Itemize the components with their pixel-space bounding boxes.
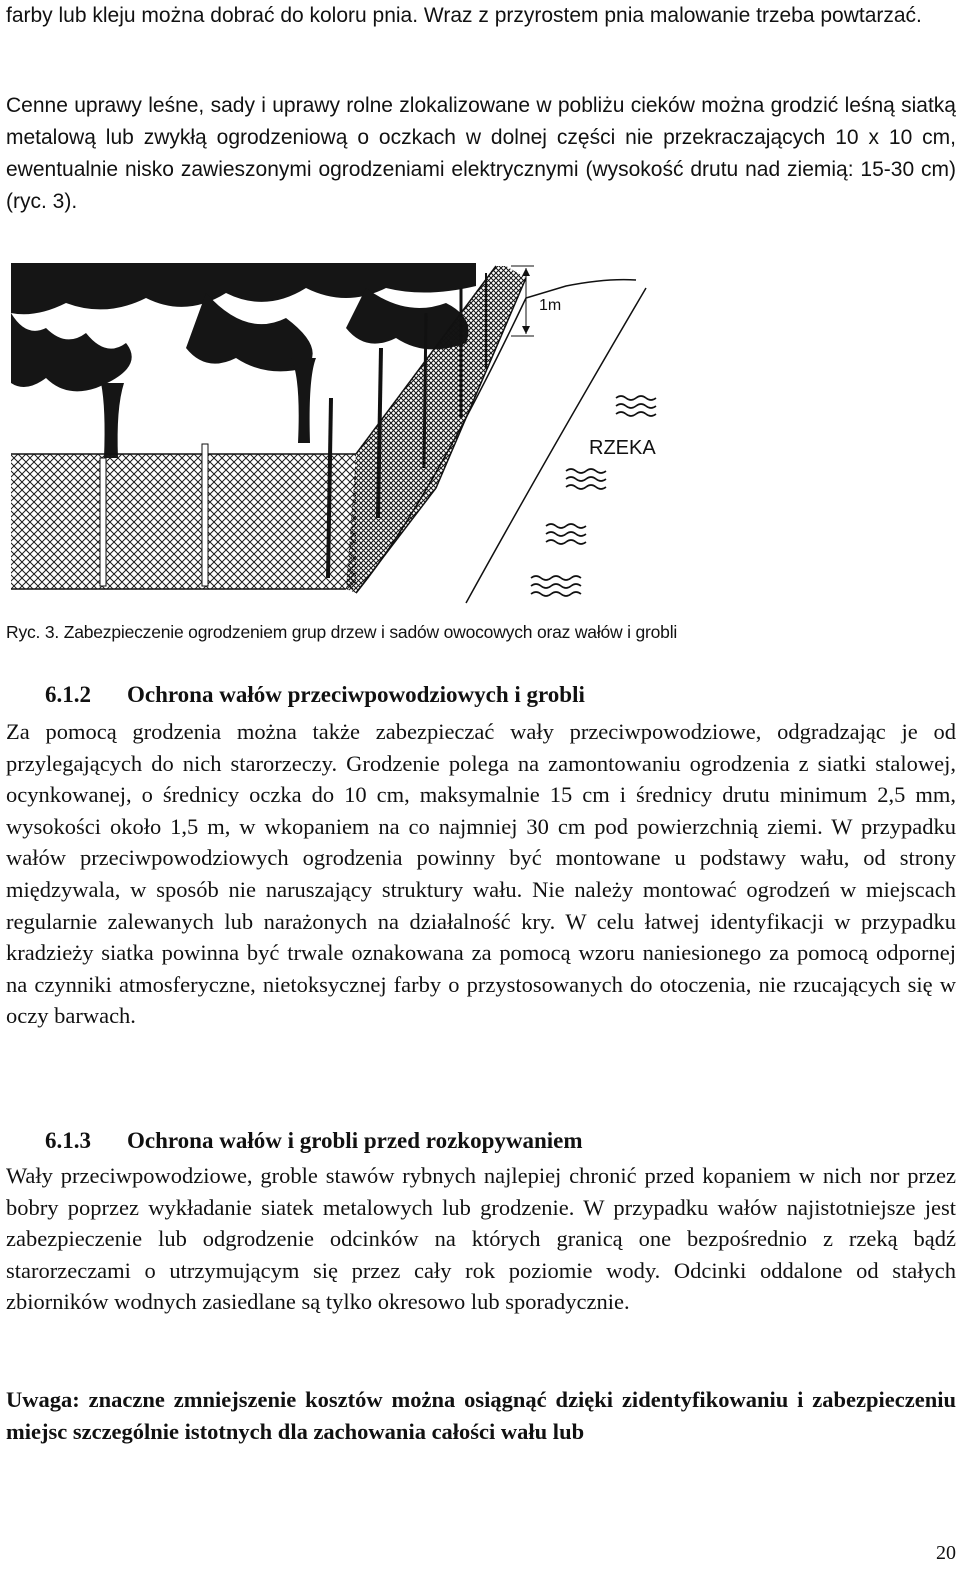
paragraph-fencing-crops: Cenne uprawy leśne, sady i uprawy rolne zlokalizowane w pobliżu cieków można grodzić leśną siatką metalową lub zwykłą ogrodzeniową o oczkach w dolnej części nie przekraczających 10 x 10 cm, ewentualnie nisko zawieszonymi ogrodzeniami elektrycznymi (wysokość drutu nad ziemią: 15-30 cm) (ryc. 3). bbox=[6, 94, 956, 213]
section-title: Ochrona wałów i grobli przed rozkopywaniem bbox=[127, 1128, 583, 1153]
height-label: 1m bbox=[539, 297, 562, 314]
section-title: Ochrona wałów przeciwpowodziowych i grobli bbox=[127, 682, 585, 707]
tree-trunk-left bbox=[101, 383, 124, 458]
tree-trunk-middle bbox=[291, 358, 316, 443]
river-label: RZEKA bbox=[589, 437, 656, 459]
page-number: 20 bbox=[936, 1542, 956, 1564]
figure-fence-illustration bbox=[6, 258, 686, 608]
paragraph-flood-embankments: Za pomocą grodzenia można także zabezpieczać wały przeciwpowodziowe, odgradzając je od przylegających do nich starorzeczy. Grodzenie polega na zamontowaniu ogrodzenia z siatki stalowej, ocynkowanej, o średnicy oczka do 10 cm, maksymalnie 15 cm i średnicy drutu minimum 2,5 mm, wysokości około 1,5 m, w wkopaniem na co najmniej 30 cm pod powierzchnią ziemi. W przypadku wałów przeciwpowodziowych ogrodzenia powinny być montowane u podstawy wału, od strony międzywala, w sposób nie naruszający struktury wału. Nie należy montować ogrodzeń w miejscach regularnie zalewanych lub narażonych na działalność kry. W celu łatwej identyfikacji w przypadku kradzieży siatka powinna być trwale oznakowana za pomocą wzoru naniesionego za pomocą odpornej na czynniki atmosferyczne, nietoksycznej farby o przystosowanych do otoczenia, nie rzucających się w oczy barwach. bbox=[6, 719, 956, 1029]
section-number: 6.1.2 bbox=[45, 682, 91, 707]
paragraph-intro-continuation: farby lub kleju można dobrać do koloru pnia. Wraz z przyrostem pnia malowanie trzeba powtarzać. bbox=[6, 4, 922, 27]
figure-caption: Ryc. 3. Zabezpieczenie ogrodzeniem grup drzew i sadów owocowych oraz wałów i grobli bbox=[6, 622, 678, 642]
paragraph-note-bold: Uwaga: znaczne zmniejszenie kosztów można osiągnąć dzięki zidentyfikowaniu i zabezpieczeniu miejsc szczególnie istotnych dla zachowania całości wału lub bbox=[6, 1387, 956, 1444]
front-fence-mesh bbox=[11, 444, 356, 589]
section-heading-6-1-3 bbox=[45, 1128, 583, 1154]
tree-canopy-illustration bbox=[11, 263, 476, 391]
section-number: 6.1.3 bbox=[45, 1128, 91, 1153]
section-heading-6-1-2 bbox=[45, 682, 585, 708]
water-wave-icons bbox=[531, 396, 656, 596]
paragraph-burrow-protection: Wały przeciwpowodziowe, groble stawów rybnych najlepiej chronić przed kopaniem w nich nor przez bobry poprzez wykładanie siatek metalowych lub grodzenie. W przypadku wałów najistotniejsze jest zabezpieczenie lub odgrodzenie odcinków na których granicą one bezpośrednio z rzeką bądź starorzeczami o utrzymującym się przez cały rok poziomie wody. Odcinki oddalone od stałych zbiorników wodnych zasiedlane są tylko okresowo lub sporadycznie. bbox=[6, 1163, 956, 1315]
